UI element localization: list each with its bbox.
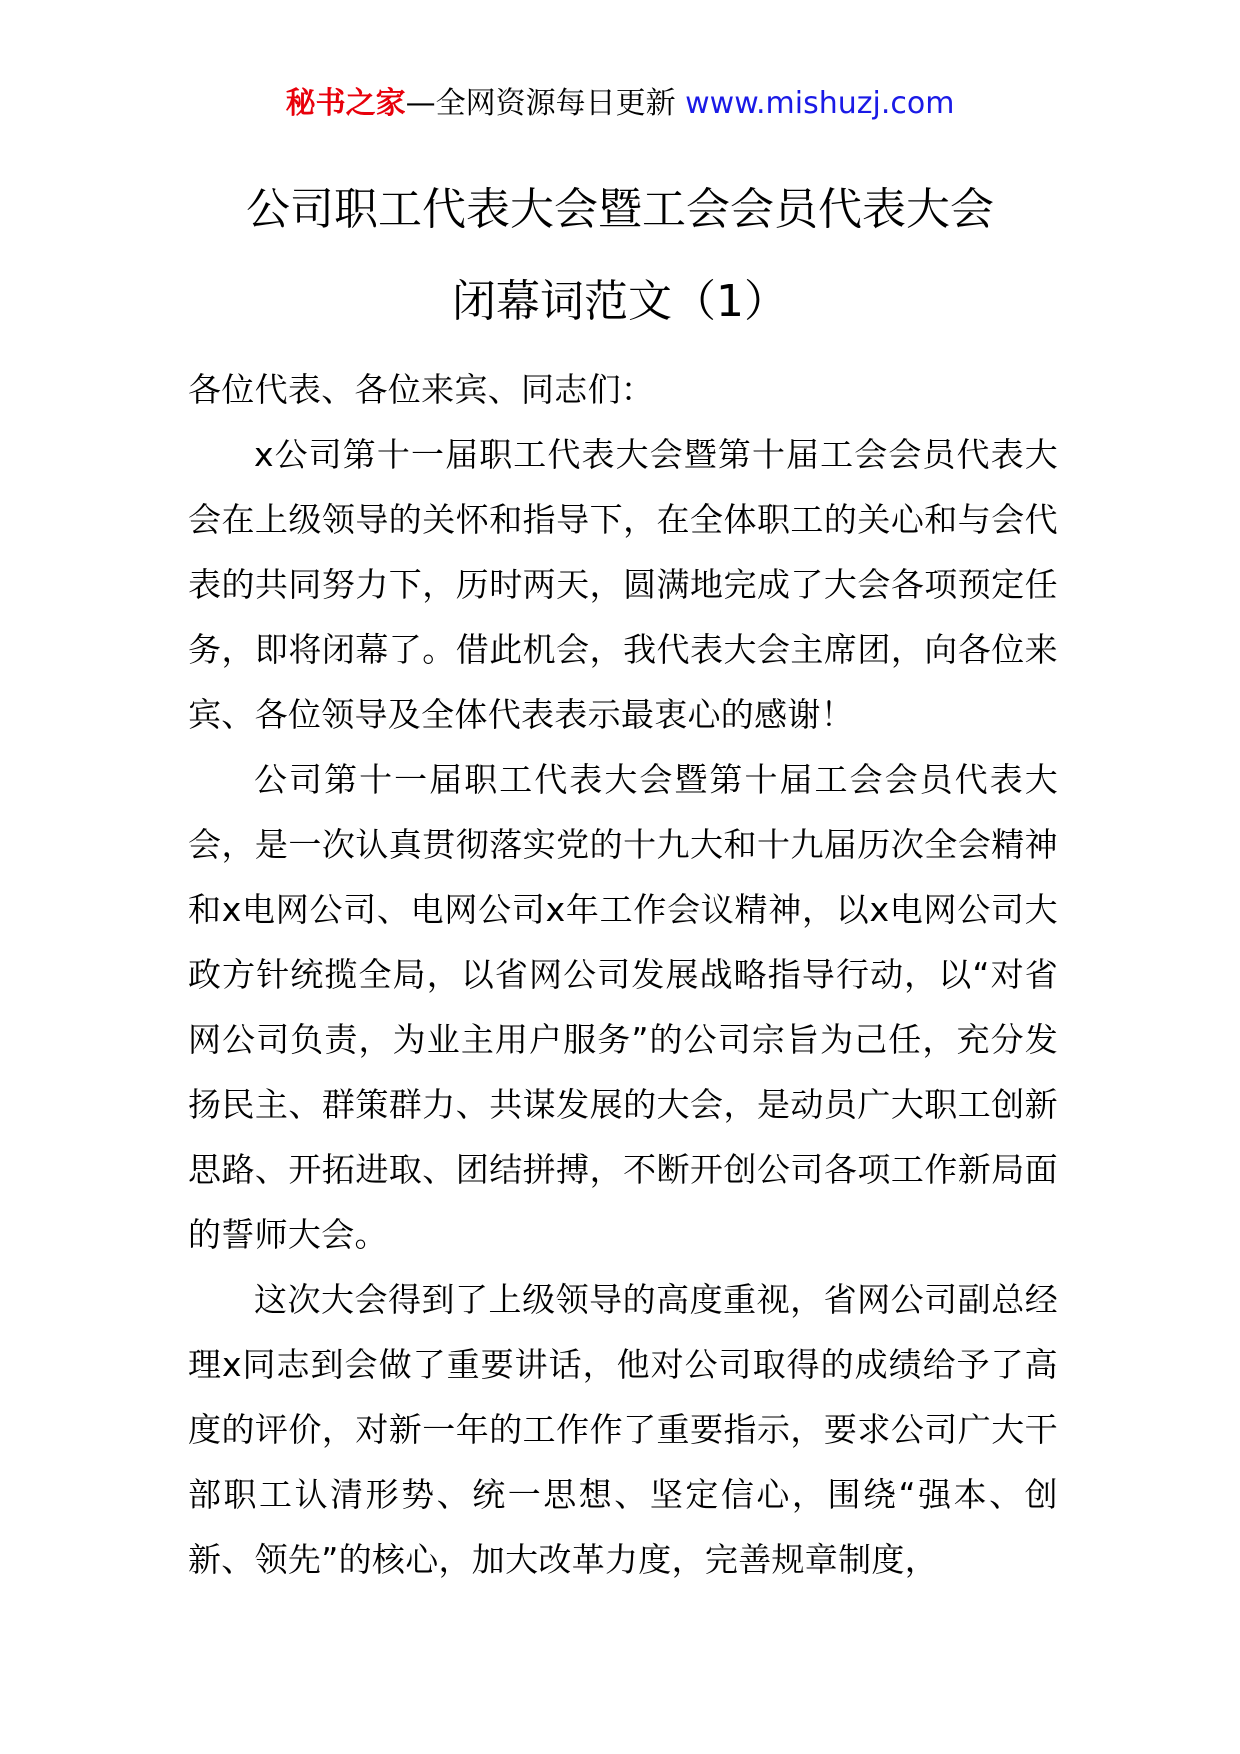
document-title-line-2: 闭幕词范文（1） [452, 276, 788, 327]
salutation: 各位代表、各位来宾、同志们： [188, 370, 655, 409]
site-header [0, 84, 1240, 124]
document-title-line-1: 公司职工代表大会暨工会会员代表大会 [246, 184, 994, 235]
document-body [188, 357, 1058, 1592]
body-paragraph-3: 这次大会得到了上级领导的高度重视，省网公司副总经理x同志到会做了重要讲话，他对公司取得的成绩给予了高度的评价，对新一年的工作作了重要指示，要求公司广大干部职工认清形势、统一思想、坚定信心，围绕“强本、创新、领先”的核心，加大改革力度，完善规章制度， [188, 1280, 1058, 1579]
brand-name: 秘书之家 [285, 86, 406, 121]
site-url-link[interactable]: www.mishuzj.com [685, 86, 955, 121]
body-paragraph-2: 公司第十一届职工代表大会暨第十届工会会员代表大会，是一次认真贯彻落实党的十九大和十九届历次全会精神和x电网公司、电网公司x年工作会议精神，以x电网公司大政方针统揽全局，以省网公司发展战略指导行动，以“对省网公司负责，为业主用户服务”的公司宗旨为己任，充分发扬民主、群策群力、共谋发展的大会，是动员广大职工创新思路、开拓进取、团结拼搏，不断开创公司各项工作新局面的誓师大会。 [188, 760, 1058, 1254]
body-paragraph-1: x公司第十一届职工代表大会暨第十届工会会员代表大会在上级领导的关怀和指导下，在全体职工的关心和与会代表的共同努力下，历时两天，圆满地完成了大会各项预定任务，即将闭幕了。借此机会，我代表大会主席团，向各位来宾、各位领导及全体代表表示最衷心的感谢！ [188, 435, 1058, 734]
header-tagline: —全网资源每日更新 [405, 86, 686, 121]
